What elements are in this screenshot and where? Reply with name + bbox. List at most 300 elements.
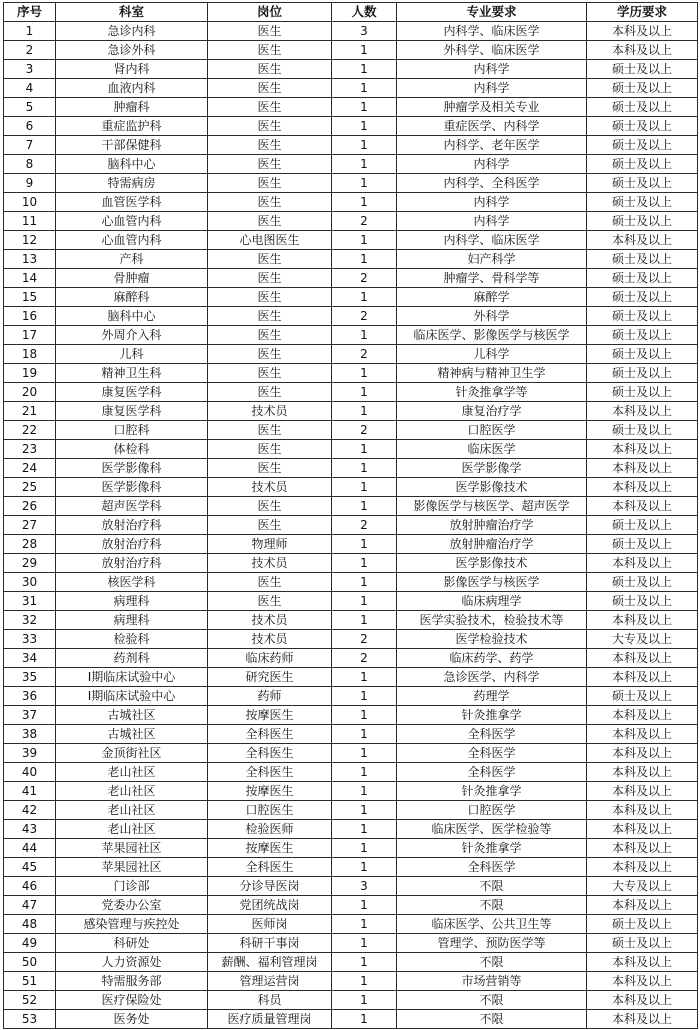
cell-dept: 重症监护科	[56, 117, 208, 136]
cell-no: 6	[4, 117, 56, 136]
cell-dept: 体检科	[56, 440, 208, 459]
cell-post: 按摩医生	[208, 839, 332, 858]
cell-post: 技术员	[208, 630, 332, 649]
cell-no: 5	[4, 98, 56, 117]
cell-edu: 本科及以上	[587, 801, 698, 820]
cell-no: 21	[4, 402, 56, 421]
cell-no: 16	[4, 307, 56, 326]
cell-no: 26	[4, 497, 56, 516]
cell-post: 科员	[208, 991, 332, 1010]
cell-dept: 老山社区	[56, 763, 208, 782]
cell-edu: 本科及以上	[587, 554, 698, 573]
cell-major: 管理学、预防医学等	[397, 934, 587, 953]
cell-dept: 麻醉科	[56, 288, 208, 307]
cell-no: 15	[4, 288, 56, 307]
cell-post: 医生	[208, 288, 332, 307]
cell-major: 口腔医学	[397, 421, 587, 440]
cell-no: 35	[4, 668, 56, 687]
cell-major: 内科学	[397, 212, 587, 231]
cell-edu: 硕士及以上	[587, 934, 698, 953]
cell-no: 46	[4, 877, 56, 896]
cell-major: 内科学	[397, 60, 587, 79]
cell-major: 医学影像技术	[397, 554, 587, 573]
table-row	[4, 402, 698, 421]
recruitment-table	[3, 2, 698, 1029]
cell-post: 医生	[208, 459, 332, 478]
cell-major: 麻醉学	[397, 288, 587, 307]
table-row	[4, 117, 698, 136]
cell-post: 医生	[208, 41, 332, 60]
table-row	[4, 250, 698, 269]
cell-dept: 急诊外科	[56, 41, 208, 60]
table-row	[4, 877, 698, 896]
cell-no: 41	[4, 782, 56, 801]
cell-count: 1	[332, 136, 397, 155]
cell-count: 2	[332, 421, 397, 440]
cell-no: 1	[4, 22, 56, 41]
cell-post: 技术员	[208, 478, 332, 497]
cell-edu: 硕士及以上	[587, 288, 698, 307]
cell-major: 急诊医学、内科学	[397, 668, 587, 687]
cell-dept: 外周介入科	[56, 326, 208, 345]
cell-no: 40	[4, 763, 56, 782]
cell-count: 1	[332, 706, 397, 725]
cell-no: 31	[4, 592, 56, 611]
cell-edu: 本科及以上	[587, 459, 698, 478]
table-row	[4, 554, 698, 573]
table-row	[4, 858, 698, 877]
cell-major: 内科学	[397, 193, 587, 212]
table-row	[4, 820, 698, 839]
cell-count: 2	[332, 212, 397, 231]
cell-count: 1	[332, 231, 397, 250]
cell-count: 3	[332, 877, 397, 896]
cell-major: 内科学、临床医学	[397, 231, 587, 250]
cell-count: 1	[332, 79, 397, 98]
cell-post: 医师岗	[208, 915, 332, 934]
cell-edu: 硕士及以上	[587, 326, 698, 345]
cell-dept: I期临床试验中心	[56, 668, 208, 687]
cell-no: 28	[4, 535, 56, 554]
header-major: 专业要求	[397, 3, 587, 22]
cell-no: 37	[4, 706, 56, 725]
cell-count: 1	[332, 440, 397, 459]
cell-count: 1	[332, 41, 397, 60]
cell-post: 按摩医生	[208, 782, 332, 801]
cell-count: 1	[332, 174, 397, 193]
cell-major: 放射肿瘤治疗学	[397, 516, 587, 535]
cell-dept: 产科	[56, 250, 208, 269]
cell-count: 1	[332, 972, 397, 991]
cell-major: 针灸推拿学	[397, 839, 587, 858]
cell-count: 2	[332, 649, 397, 668]
cell-dept: 药剂科	[56, 649, 208, 668]
cell-major: 口腔医学	[397, 801, 587, 820]
cell-edu: 本科及以上	[587, 706, 698, 725]
cell-edu: 硕士及以上	[587, 364, 698, 383]
cell-edu: 本科及以上	[587, 725, 698, 744]
cell-count: 2	[332, 269, 397, 288]
cell-dept: 老山社区	[56, 820, 208, 839]
cell-no: 34	[4, 649, 56, 668]
cell-post: 医生	[208, 516, 332, 535]
cell-count: 1	[332, 459, 397, 478]
cell-major: 内科学	[397, 79, 587, 98]
cell-post: 管理运营岗	[208, 972, 332, 991]
cell-count: 1	[332, 193, 397, 212]
cell-edu: 本科及以上	[587, 611, 698, 630]
cell-edu: 本科及以上	[587, 896, 698, 915]
cell-post: 技术员	[208, 611, 332, 630]
cell-edu: 本科及以上	[587, 668, 698, 687]
cell-major: 不限	[397, 1010, 587, 1029]
cell-no: 11	[4, 212, 56, 231]
cell-major: 内科学、全科医学	[397, 174, 587, 193]
cell-no: 50	[4, 953, 56, 972]
table-row	[4, 22, 698, 41]
table-row	[4, 269, 698, 288]
table-row	[4, 307, 698, 326]
cell-edu: 本科及以上	[587, 1010, 698, 1029]
table-row	[4, 421, 698, 440]
table-row	[4, 79, 698, 98]
table-row	[4, 991, 698, 1010]
cell-major: 针灸推拿学	[397, 706, 587, 725]
cell-edu: 本科及以上	[587, 22, 698, 41]
cell-edu: 本科及以上	[587, 478, 698, 497]
table-row	[4, 725, 698, 744]
cell-edu: 本科及以上	[587, 953, 698, 972]
cell-dept: 精神卫生科	[56, 364, 208, 383]
table-row	[4, 383, 698, 402]
header-row	[4, 3, 698, 22]
cell-major: 临床医学、影像医学与核医学	[397, 326, 587, 345]
cell-major: 不限	[397, 991, 587, 1010]
cell-no: 29	[4, 554, 56, 573]
cell-post: 全科医生	[208, 744, 332, 763]
cell-dept: 口腔科	[56, 421, 208, 440]
cell-edu: 硕士及以上	[587, 136, 698, 155]
cell-count: 1	[332, 934, 397, 953]
table-row	[4, 345, 698, 364]
cell-major: 儿科学	[397, 345, 587, 364]
cell-count: 1	[332, 896, 397, 915]
table-row	[4, 535, 698, 554]
cell-count: 2	[332, 345, 397, 364]
cell-dept: 肿瘤科	[56, 98, 208, 117]
cell-post: 医生	[208, 326, 332, 345]
cell-edu: 硕士及以上	[587, 592, 698, 611]
cell-no: 23	[4, 440, 56, 459]
cell-no: 32	[4, 611, 56, 630]
cell-post: 研究医生	[208, 668, 332, 687]
cell-major: 内科学	[397, 155, 587, 174]
header-no: 序号	[4, 3, 56, 22]
cell-dept: 超声医学科	[56, 497, 208, 516]
table-row	[4, 60, 698, 79]
cell-count: 1	[332, 782, 397, 801]
cell-dept: 肾内科	[56, 60, 208, 79]
table-row	[4, 744, 698, 763]
cell-count: 1	[332, 155, 397, 174]
cell-edu: 硕士及以上	[587, 269, 698, 288]
table-row	[4, 364, 698, 383]
cell-no: 42	[4, 801, 56, 820]
cell-count: 1	[332, 744, 397, 763]
cell-no: 8	[4, 155, 56, 174]
cell-edu: 硕士及以上	[587, 915, 698, 934]
cell-dept: 心血管内科	[56, 231, 208, 250]
table-row	[4, 782, 698, 801]
cell-post: 党团统战岗	[208, 896, 332, 915]
table-row	[4, 649, 698, 668]
cell-count: 1	[332, 801, 397, 820]
cell-count: 1	[332, 592, 397, 611]
cell-major: 不限	[397, 877, 587, 896]
cell-no: 43	[4, 820, 56, 839]
cell-post: 医生	[208, 383, 332, 402]
cell-dept: 血液内科	[56, 79, 208, 98]
cell-post: 全科医生	[208, 858, 332, 877]
cell-post: 科研干事岗	[208, 934, 332, 953]
cell-count: 1	[332, 364, 397, 383]
cell-edu: 本科及以上	[587, 839, 698, 858]
table-row	[4, 896, 698, 915]
table-row	[4, 41, 698, 60]
cell-major: 医学实验技术，检验技术等	[397, 611, 587, 630]
cell-no: 48	[4, 915, 56, 934]
cell-dept: 人力资源处	[56, 953, 208, 972]
table-row	[4, 687, 698, 706]
cell-dept: 病理科	[56, 592, 208, 611]
cell-dept: 金顶街社区	[56, 744, 208, 763]
cell-post: 医疗质量管理岗	[208, 1010, 332, 1029]
cell-edu: 本科及以上	[587, 231, 698, 250]
cell-post: 医生	[208, 269, 332, 288]
table-row	[4, 839, 698, 858]
cell-no: 13	[4, 250, 56, 269]
cell-post: 医生	[208, 212, 332, 231]
cell-dept: 古城社区	[56, 706, 208, 725]
cell-count: 2	[332, 516, 397, 535]
cell-dept: 医学影像科	[56, 478, 208, 497]
cell-major: 肿瘤学、骨科学等	[397, 269, 587, 288]
cell-no: 10	[4, 193, 56, 212]
cell-no: 9	[4, 174, 56, 193]
cell-dept: 医学影像科	[56, 459, 208, 478]
cell-edu: 大专及以上	[587, 630, 698, 649]
cell-edu: 本科及以上	[587, 763, 698, 782]
cell-no: 36	[4, 687, 56, 706]
cell-edu: 本科及以上	[587, 972, 698, 991]
table-row	[4, 497, 698, 516]
cell-dept: 放射治疗科	[56, 516, 208, 535]
cell-dept: 脑科中心	[56, 155, 208, 174]
cell-post: 临床药师	[208, 649, 332, 668]
table-row	[4, 801, 698, 820]
cell-post: 口腔医生	[208, 801, 332, 820]
cell-major: 不限	[397, 953, 587, 972]
cell-edu: 硕士及以上	[587, 573, 698, 592]
cell-dept: 科研处	[56, 934, 208, 953]
cell-major: 放射肿瘤治疗学	[397, 535, 587, 554]
cell-dept: 核医学科	[56, 573, 208, 592]
cell-dept: 特需服务部	[56, 972, 208, 991]
cell-post: 全科医生	[208, 725, 332, 744]
table-row	[4, 98, 698, 117]
cell-dept: 检验科	[56, 630, 208, 649]
cell-major: 针灸推拿学	[397, 782, 587, 801]
cell-post: 检验医师	[208, 820, 332, 839]
cell-no: 33	[4, 630, 56, 649]
cell-count: 1	[332, 1010, 397, 1029]
cell-post: 分诊导医岗	[208, 877, 332, 896]
header-dept: 科室	[56, 3, 208, 22]
cell-no: 30	[4, 573, 56, 592]
cell-no: 39	[4, 744, 56, 763]
cell-edu: 本科及以上	[587, 497, 698, 516]
cell-major: 全科医学	[397, 858, 587, 877]
cell-major: 重症医学、内科学	[397, 117, 587, 136]
cell-count: 1	[332, 573, 397, 592]
cell-major: 市场营销等	[397, 972, 587, 991]
cell-edu: 大专及以上	[587, 877, 698, 896]
table-row	[4, 440, 698, 459]
cell-edu: 硕士及以上	[587, 79, 698, 98]
cell-major: 临床医学	[397, 440, 587, 459]
cell-edu: 硕士及以上	[587, 155, 698, 174]
cell-edu: 硕士及以上	[587, 212, 698, 231]
cell-count: 1	[332, 98, 397, 117]
cell-edu: 硕士及以上	[587, 345, 698, 364]
cell-dept: I期临床试验中心	[56, 687, 208, 706]
cell-count: 1	[332, 60, 397, 79]
cell-post: 医生	[208, 592, 332, 611]
table-row	[4, 611, 698, 630]
table-row	[4, 1010, 698, 1029]
cell-major: 不限	[397, 896, 587, 915]
cell-edu: 硕士及以上	[587, 687, 698, 706]
cell-dept: 骨肿瘤	[56, 269, 208, 288]
cell-no: 27	[4, 516, 56, 535]
cell-count: 1	[332, 117, 397, 136]
cell-no: 47	[4, 896, 56, 915]
cell-edu: 硕士及以上	[587, 250, 698, 269]
cell-no: 17	[4, 326, 56, 345]
table-row	[4, 231, 698, 250]
cell-no: 44	[4, 839, 56, 858]
table-row	[4, 326, 698, 345]
cell-edu: 硕士及以上	[587, 307, 698, 326]
cell-dept: 老山社区	[56, 782, 208, 801]
cell-major: 精神病与精神卫生学	[397, 364, 587, 383]
cell-major: 医学检验技术	[397, 630, 587, 649]
cell-no: 52	[4, 991, 56, 1010]
cell-count: 1	[332, 288, 397, 307]
cell-major: 临床药学、药学	[397, 649, 587, 668]
table-row	[4, 706, 698, 725]
cell-post: 医生	[208, 497, 332, 516]
cell-major: 肿瘤学及相关专业	[397, 98, 587, 117]
cell-post: 医生	[208, 174, 332, 193]
cell-no: 20	[4, 383, 56, 402]
cell-count: 1	[332, 326, 397, 345]
table-header	[4, 3, 698, 22]
cell-dept: 门诊部	[56, 877, 208, 896]
table-body	[4, 22, 698, 1029]
cell-dept: 儿科	[56, 345, 208, 364]
cell-post: 按摩医生	[208, 706, 332, 725]
cell-dept: 放射治疗科	[56, 535, 208, 554]
cell-post: 医生	[208, 421, 332, 440]
cell-no: 7	[4, 136, 56, 155]
cell-count: 1	[332, 820, 397, 839]
cell-major: 医学影像技术	[397, 478, 587, 497]
cell-major: 临床医学、医学检验等	[397, 820, 587, 839]
cell-major: 妇产科学	[397, 250, 587, 269]
cell-no: 49	[4, 934, 56, 953]
cell-dept: 脑科中心	[56, 307, 208, 326]
cell-post: 医生	[208, 364, 332, 383]
cell-count: 2	[332, 630, 397, 649]
header-edu: 学历要求	[587, 3, 698, 22]
cell-no: 45	[4, 858, 56, 877]
cell-count: 1	[332, 687, 397, 706]
cell-no: 24	[4, 459, 56, 478]
table-row	[4, 668, 698, 687]
cell-no: 38	[4, 725, 56, 744]
cell-count: 1	[332, 991, 397, 1010]
table-row	[4, 763, 698, 782]
cell-major: 医学影像学	[397, 459, 587, 478]
cell-dept: 急诊内科	[56, 22, 208, 41]
cell-post: 药师	[208, 687, 332, 706]
cell-post: 医生	[208, 60, 332, 79]
table-row	[4, 136, 698, 155]
cell-dept: 心血管内科	[56, 212, 208, 231]
table-row	[4, 915, 698, 934]
cell-edu: 本科及以上	[587, 649, 698, 668]
table-row	[4, 155, 698, 174]
cell-dept: 病理科	[56, 611, 208, 630]
cell-major: 内科学、临床医学	[397, 22, 587, 41]
table-row	[4, 573, 698, 592]
table-row	[4, 212, 698, 231]
cell-no: 22	[4, 421, 56, 440]
cell-dept: 感染管理与疾控处	[56, 915, 208, 934]
header-post: 岗位	[208, 3, 332, 22]
cell-major: 影像医学与核医学、超声医学	[397, 497, 587, 516]
cell-dept: 苹果园社区	[56, 858, 208, 877]
cell-major: 全科医学	[397, 744, 587, 763]
cell-edu: 硕士及以上	[587, 60, 698, 79]
cell-count: 1	[332, 250, 397, 269]
table-row	[4, 288, 698, 307]
cell-edu: 硕士及以上	[587, 98, 698, 117]
cell-post: 医生	[208, 136, 332, 155]
cell-dept: 放射治疗科	[56, 554, 208, 573]
cell-count: 1	[332, 725, 397, 744]
cell-count: 1	[332, 383, 397, 402]
cell-count: 1	[332, 402, 397, 421]
cell-major: 内科学、老年医学	[397, 136, 587, 155]
table-row	[4, 459, 698, 478]
table-row	[4, 592, 698, 611]
cell-edu: 本科及以上	[587, 991, 698, 1010]
cell-dept: 特需病房	[56, 174, 208, 193]
cell-count: 1	[332, 497, 397, 516]
cell-edu: 硕士及以上	[587, 117, 698, 136]
